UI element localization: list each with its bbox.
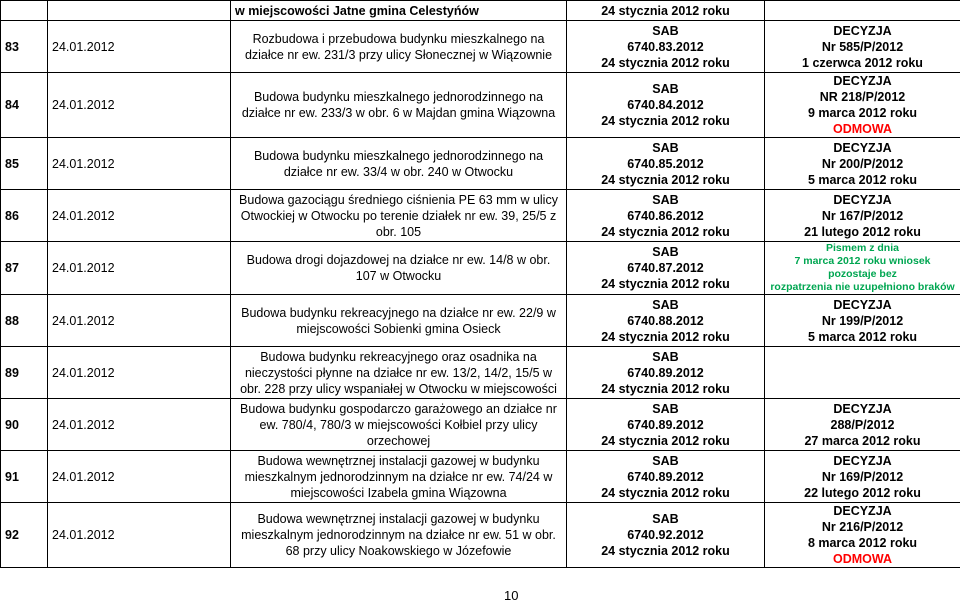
case-number: 6740.89.2012 — [571, 365, 760, 381]
case-reference — [567, 138, 765, 190]
case-number: 6740.86.2012 — [571, 208, 760, 224]
case-date: 24 stycznia 2012 roku — [571, 381, 760, 397]
case-reference — [567, 21, 765, 73]
description-line: 107 w Otwocku — [235, 268, 562, 284]
submission-date: 24 stycznia 2012 roku — [567, 1, 765, 21]
entry-number: 85 — [1, 138, 48, 190]
entry-description — [231, 399, 567, 451]
case-reference — [567, 190, 765, 242]
page-number: 10 — [504, 588, 518, 603]
decision — [765, 295, 960, 347]
case-reference — [567, 451, 765, 503]
case-prefix: SAB — [571, 453, 760, 469]
description-line: Rozbudowa i przebudowa budynku mieszkalnego na — [235, 31, 562, 47]
entry-date: 24.01.2012 — [48, 399, 231, 451]
case-date: 24 stycznia 2012 roku — [571, 433, 760, 449]
table-row — [1, 451, 960, 503]
decision-title: DECYZJA — [769, 453, 956, 469]
case-prefix: SAB — [571, 511, 760, 527]
entry-description — [231, 347, 567, 399]
refusal-flag: ODMOWA — [769, 121, 956, 137]
case-date: 24 stycznia 2012 roku — [571, 485, 760, 501]
decision-title: Pismem z dnia — [769, 242, 956, 255]
description-line: Budowa wewnętrznej instalacji gazowej w budynku — [235, 453, 562, 469]
refusal-flag: ODMOWA — [769, 551, 956, 567]
entry-description — [231, 503, 567, 568]
entry-number: 91 — [1, 451, 48, 503]
case-prefix: SAB — [571, 349, 760, 365]
entry-number: 86 — [1, 190, 48, 242]
description-line: mieszkalnym jednorodzinnym na działce nr ew. 51 w obr. 68 przy ulicy Noakowskiego w Józefowie — [235, 527, 562, 559]
decision-date: 8 marca 2012 roku — [769, 535, 956, 551]
entry-description — [231, 451, 567, 503]
entry-date: 24.01.2012 — [48, 503, 231, 568]
decision — [765, 451, 960, 503]
description-line: Budowa wewnętrznej instalacji gazowej w budynku — [235, 511, 562, 527]
entry-number: 87 — [1, 242, 48, 295]
case-date: 24 stycznia 2012 roku — [571, 276, 760, 292]
case-prefix: SAB — [571, 244, 760, 260]
decision-number: Nr 216/P/2012 — [769, 519, 956, 535]
decision-title: DECYZJA — [769, 192, 956, 208]
table-row — [1, 503, 960, 568]
case-number: 6740.88.2012 — [571, 313, 760, 329]
decision-number: NR 218/P/2012 — [769, 89, 956, 105]
decision-number: Nr 200/P/2012 — [769, 156, 956, 172]
entry-date: 24.01.2012 — [48, 190, 231, 242]
case-number: 6740.89.2012 — [571, 469, 760, 485]
description-line: działce nr ew. 231/3 przy ulicy Słonecznej w Wiązownie — [235, 47, 562, 63]
decision-title: DECYZJA — [769, 297, 956, 313]
decision — [765, 242, 960, 295]
case-date: 24 stycznia 2012 roku — [571, 55, 760, 71]
description-line: działce nr ew. 33/4 w obr. 240 w Otwocku — [235, 164, 562, 180]
description-line: działce nr ew. 233/3 w obr. 6 w Majdan gmina Wiązowna — [235, 105, 562, 121]
description-line: Budowa budynku mieszkalnego jednorodzinnego na — [235, 89, 562, 105]
entry-date: 24.01.2012 — [48, 295, 231, 347]
decision-number: 7 marca 2012 roku wniosek pozostaje bez — [769, 255, 956, 281]
case-date: 24 stycznia 2012 roku — [571, 224, 760, 240]
description-line: mieszkalnym jednorodzinnym na działce nr ew. 74/24 w miejscowości Izabela gmina Wiązowna — [235, 469, 562, 501]
decision-title: DECYZJA — [769, 73, 956, 89]
description-line: Budowa drogi dojazdowej na działce nr ew. 14/8 w obr. — [235, 252, 562, 268]
decision — [765, 399, 960, 451]
case-number: 6740.83.2012 — [571, 39, 760, 55]
empty-cell — [48, 1, 231, 21]
decision-title: DECYZJA — [769, 401, 956, 417]
decision-title: DECYZJA — [769, 503, 956, 519]
entry-number: 89 — [1, 347, 48, 399]
case-reference — [567, 73, 765, 138]
table-row — [1, 399, 960, 451]
entry-number: 83 — [1, 21, 48, 73]
table-row — [1, 138, 960, 190]
decision-title: DECYZJA — [769, 140, 956, 156]
case-reference — [567, 347, 765, 399]
entry-date: 24.01.2012 — [48, 347, 231, 399]
case-prefix: SAB — [571, 140, 760, 156]
entry-date: 24.01.2012 — [48, 451, 231, 503]
decision-date: 1 czerwca 2012 roku — [769, 55, 956, 71]
entry-number: 88 — [1, 295, 48, 347]
case-reference — [567, 503, 765, 568]
decision-number: Nr 169/P/2012 — [769, 469, 956, 485]
case-number: 6740.84.2012 — [571, 97, 760, 113]
location-continuation: w miejscowości Jatne gmina Celestyńów — [231, 1, 567, 21]
table-row — [1, 295, 960, 347]
decision-number: Nr 585/P/2012 — [769, 39, 956, 55]
decision-date: 21 lutego 2012 roku — [769, 224, 956, 240]
case-number: 6740.89.2012 — [571, 417, 760, 433]
case-number: 6740.85.2012 — [571, 156, 760, 172]
table-row — [1, 190, 960, 242]
table-row — [1, 242, 960, 295]
description-line: Budowa budynku rekreacyjnego oraz osadnika na nieczystości płynne na działce nr ew. 13/2, 14/2, 15/5 w — [235, 349, 562, 381]
table-row-continuation — [1, 1, 960, 21]
description-line: miejscowości Sobienki gmina Osieck — [235, 321, 562, 337]
case-number: 6740.87.2012 — [571, 260, 760, 276]
table-row — [1, 73, 960, 138]
description-line: obr. 228 przy ulicy wspaniałej w Otwocku w miejscowości — [235, 381, 562, 397]
decision-date: 5 marca 2012 roku — [769, 172, 956, 188]
entry-description — [231, 138, 567, 190]
decision-number: Nr 167/P/2012 — [769, 208, 956, 224]
decision — [765, 190, 960, 242]
table-row — [1, 347, 960, 399]
decision — [765, 73, 960, 138]
description-line: Budowa gazociągu średniego ciśnienia PE 63 mm w ulicy — [235, 192, 562, 208]
decision — [765, 347, 960, 399]
case-reference — [567, 242, 765, 295]
register-body — [1, 1, 960, 568]
entry-number: 90 — [1, 399, 48, 451]
empty-cell — [765, 1, 960, 21]
entry-date: 24.01.2012 — [48, 138, 231, 190]
case-date: 24 stycznia 2012 roku — [571, 543, 760, 559]
table-row — [1, 21, 960, 73]
decision-number: Nr 199/P/2012 — [769, 313, 956, 329]
case-prefix: SAB — [571, 81, 760, 97]
description-line: Budowa budynku rekreacyjnego na działce nr ew. 22/9 w — [235, 305, 562, 321]
decision-title: DECYZJA — [769, 23, 956, 39]
empty-cell — [1, 1, 48, 21]
entry-description — [231, 21, 567, 73]
case-reference — [567, 295, 765, 347]
description-line: Otwockiej w Otwocku po terenie działek nr ew. 39, 25/5 z obr. 105 — [235, 208, 562, 240]
entry-date: 24.01.2012 — [48, 242, 231, 295]
case-prefix: SAB — [571, 297, 760, 313]
entry-description — [231, 295, 567, 347]
case-reference — [567, 399, 765, 451]
description-line: ew. 780/4, 780/3 w miejscowości Kołbiel przy ulicy orzechowej — [235, 417, 562, 449]
decision-number: 288/P/2012 — [769, 417, 956, 433]
entry-number: 92 — [1, 503, 48, 568]
decision — [765, 503, 960, 568]
description-line: Budowa budynku gospodarczo garażowego an działce nr — [235, 401, 562, 417]
description-line: Budowa budynku mieszkalnego jednorodzinnego na — [235, 148, 562, 164]
decision — [765, 21, 960, 73]
case-prefix: SAB — [571, 401, 760, 417]
entry-description — [231, 73, 567, 138]
entry-date: 24.01.2012 — [48, 73, 231, 138]
decision — [765, 138, 960, 190]
decision-date: 5 marca 2012 roku — [769, 329, 956, 345]
case-date: 24 stycznia 2012 roku — [571, 172, 760, 188]
decision-date: 27 marca 2012 roku — [769, 433, 956, 449]
entry-date: 24.01.2012 — [48, 21, 231, 73]
entry-description — [231, 242, 567, 295]
case-prefix: SAB — [571, 192, 760, 208]
case-number: 6740.92.2012 — [571, 527, 760, 543]
decision-date: 9 marca 2012 roku — [769, 105, 956, 121]
decision-date: 22 lutego 2012 roku — [769, 485, 956, 501]
case-date: 24 stycznia 2012 roku — [571, 113, 760, 129]
decision-date: rozpatrzenia nie uzupełniono braków — [769, 281, 956, 294]
case-prefix: SAB — [571, 23, 760, 39]
entry-description — [231, 190, 567, 242]
entry-number: 84 — [1, 73, 48, 138]
case-date: 24 stycznia 2012 roku — [571, 329, 760, 345]
